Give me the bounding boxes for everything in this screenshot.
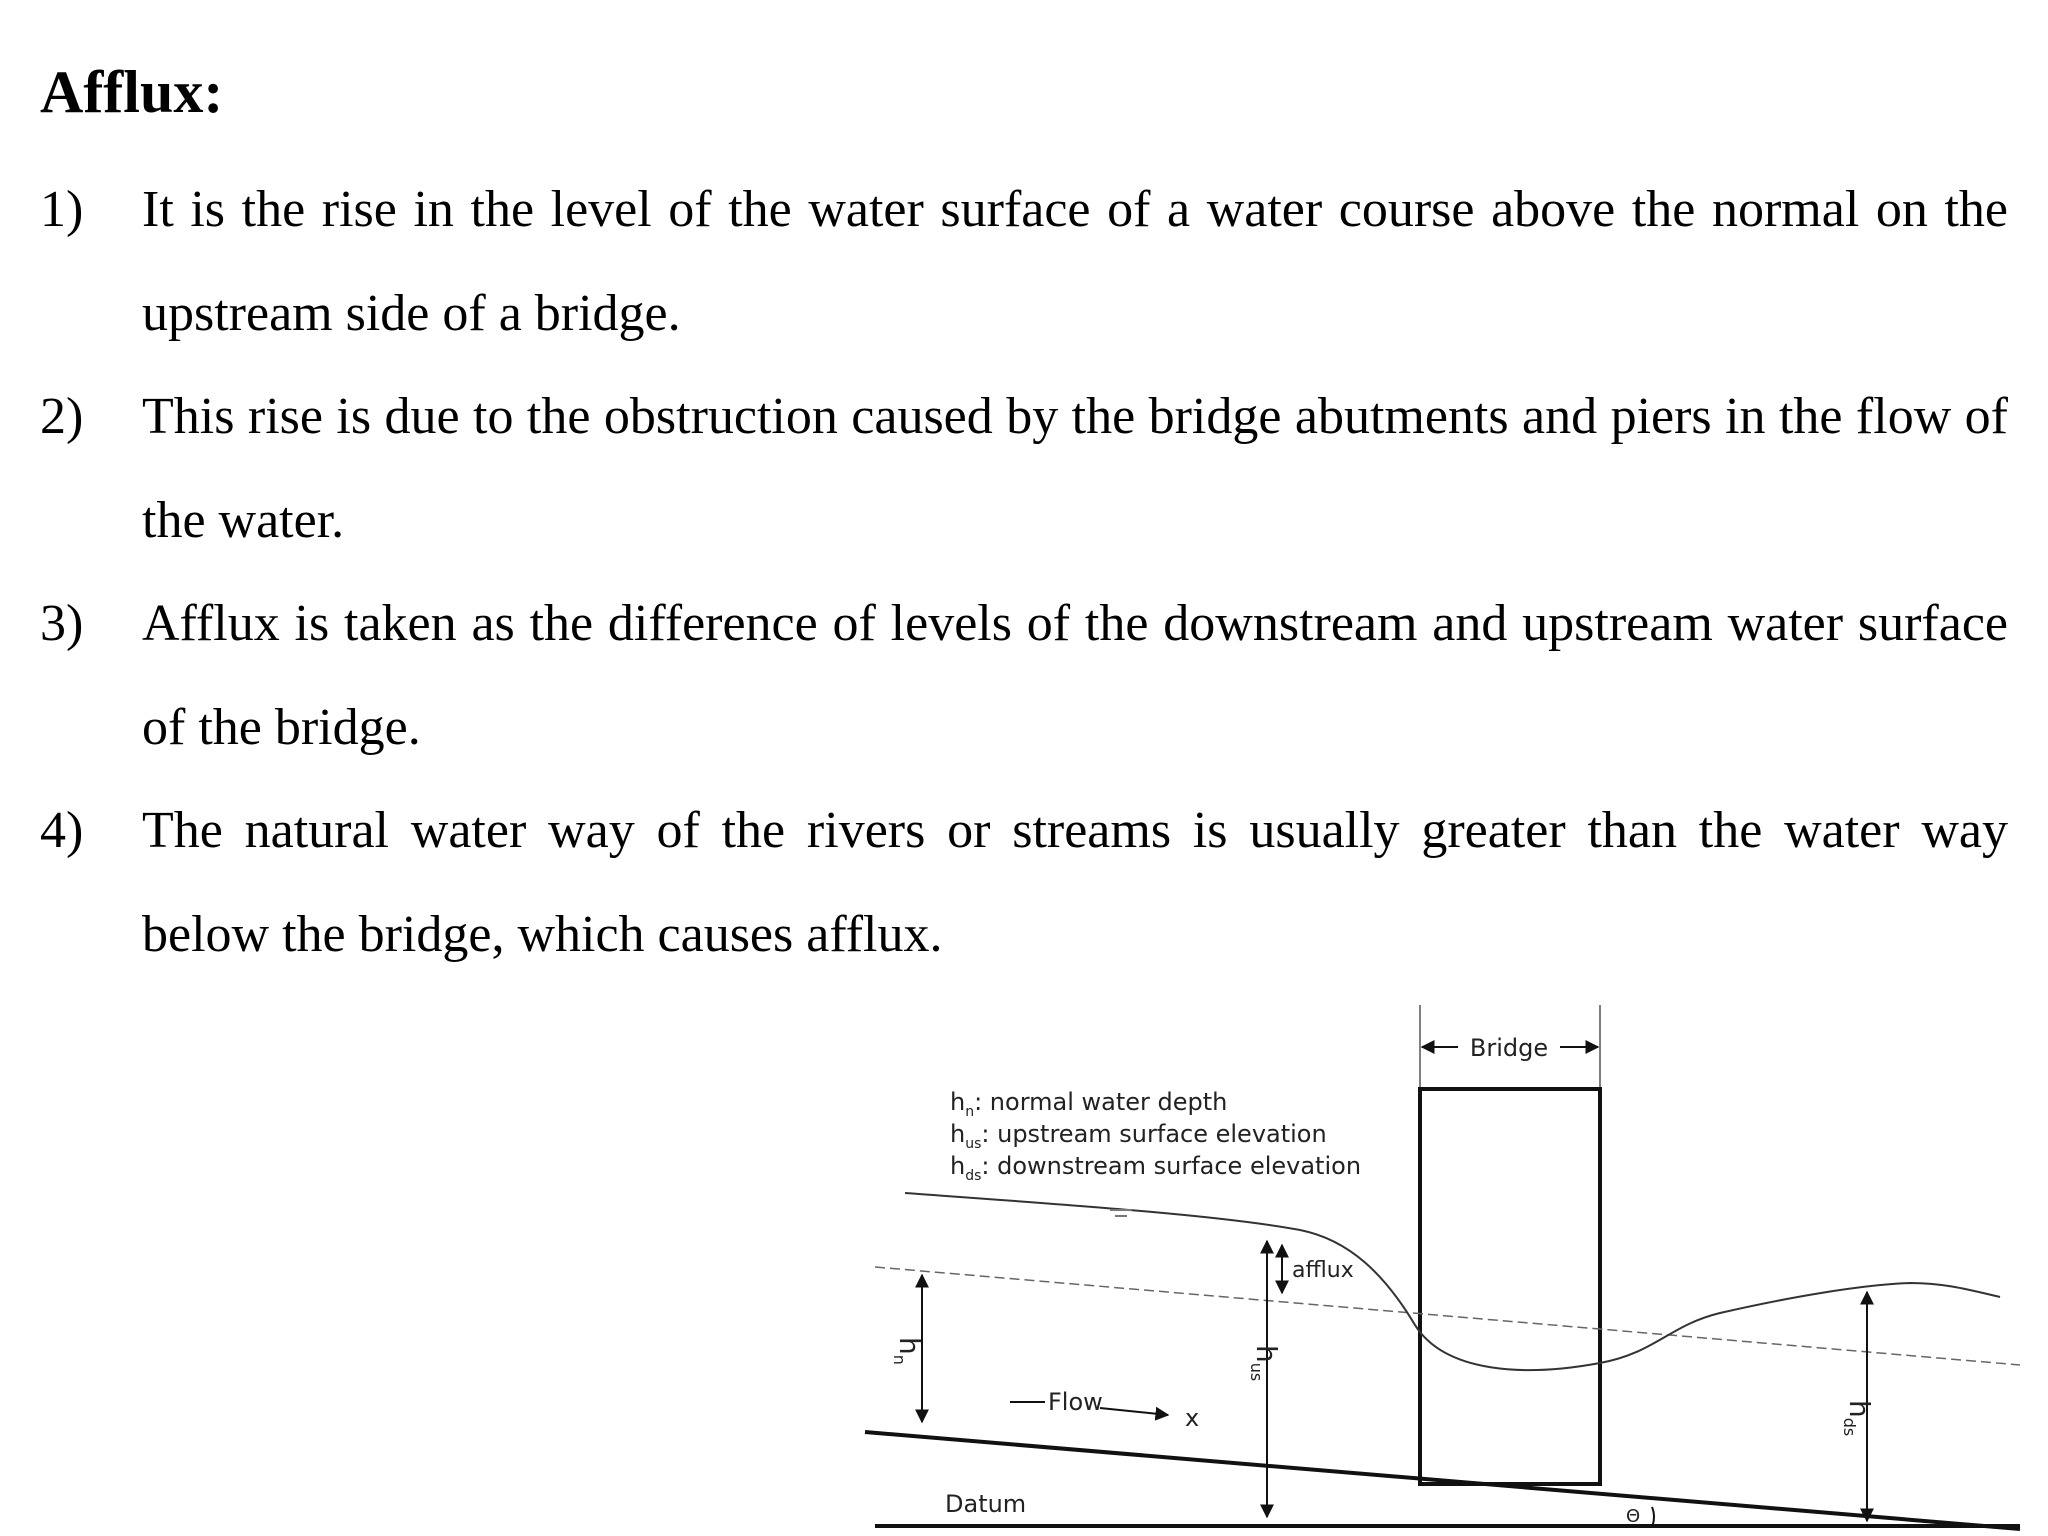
list-item: [40, 158, 2008, 366]
bridge: [1420, 1089, 1600, 1484]
flow-label: Flow: [1048, 1388, 1103, 1416]
legend-hn: $h_n$: normal water depth: [950, 1088, 1228, 1120]
list-item-text: It is the rise in the level of the water surface of a water course above the normal on the upstream side of a bridge.: [142, 181, 2008, 342]
list-item: [40, 779, 2008, 987]
theta-label: Θ: [1626, 1506, 1641, 1527]
page-title: Afflux:: [40, 59, 224, 125]
normal-water-level: [875, 1267, 2020, 1365]
afflux-diagram: [860, 1005, 2030, 1536]
list-item-text: This rise is due to the obstruction caused by the bridge abutments and piers in the flow of the water.: [142, 388, 2008, 549]
list-item-number: 3): [40, 595, 84, 652]
x-label: x: [1185, 1404, 1200, 1432]
afflux-label: afflux: [1292, 1258, 1354, 1283]
list-item: [40, 365, 2008, 573]
legend-hds: $h_{ds}$: downstream surface elevation: [950, 1152, 1362, 1184]
flow-arrow: [1100, 1408, 1168, 1415]
list-item: [40, 572, 2008, 780]
channel-bed: [865, 1432, 2020, 1529]
list-item-number: 4): [40, 802, 84, 859]
hus-label: $h_{us}$: [1247, 1345, 1283, 1382]
water-surface: [905, 1193, 2000, 1370]
legend-hus: $h_{us}$: upstream surface elevation: [950, 1120, 1327, 1152]
datum-label: Datum: [945, 1490, 1027, 1518]
bridge-label: Bridge: [1469, 1034, 1549, 1062]
hn-label: $h_n$: [890, 1337, 926, 1365]
theta-arc: [1652, 1507, 1654, 1527]
list-item-text: Afflux is taken as the difference of levels of the downstream and upstream water surface of the bridge.: [142, 595, 2008, 756]
list-item-number: 1): [40, 181, 84, 238]
list-item-number: 2): [40, 388, 84, 445]
water-level-symbol: [1110, 1210, 1132, 1216]
hds-label: $h_{ds}$: [1840, 1400, 1876, 1437]
list-item-text: The natural water way of the rivers or streams is usually greater than the water way below the bridge, which causes afflux.: [142, 802, 2008, 963]
